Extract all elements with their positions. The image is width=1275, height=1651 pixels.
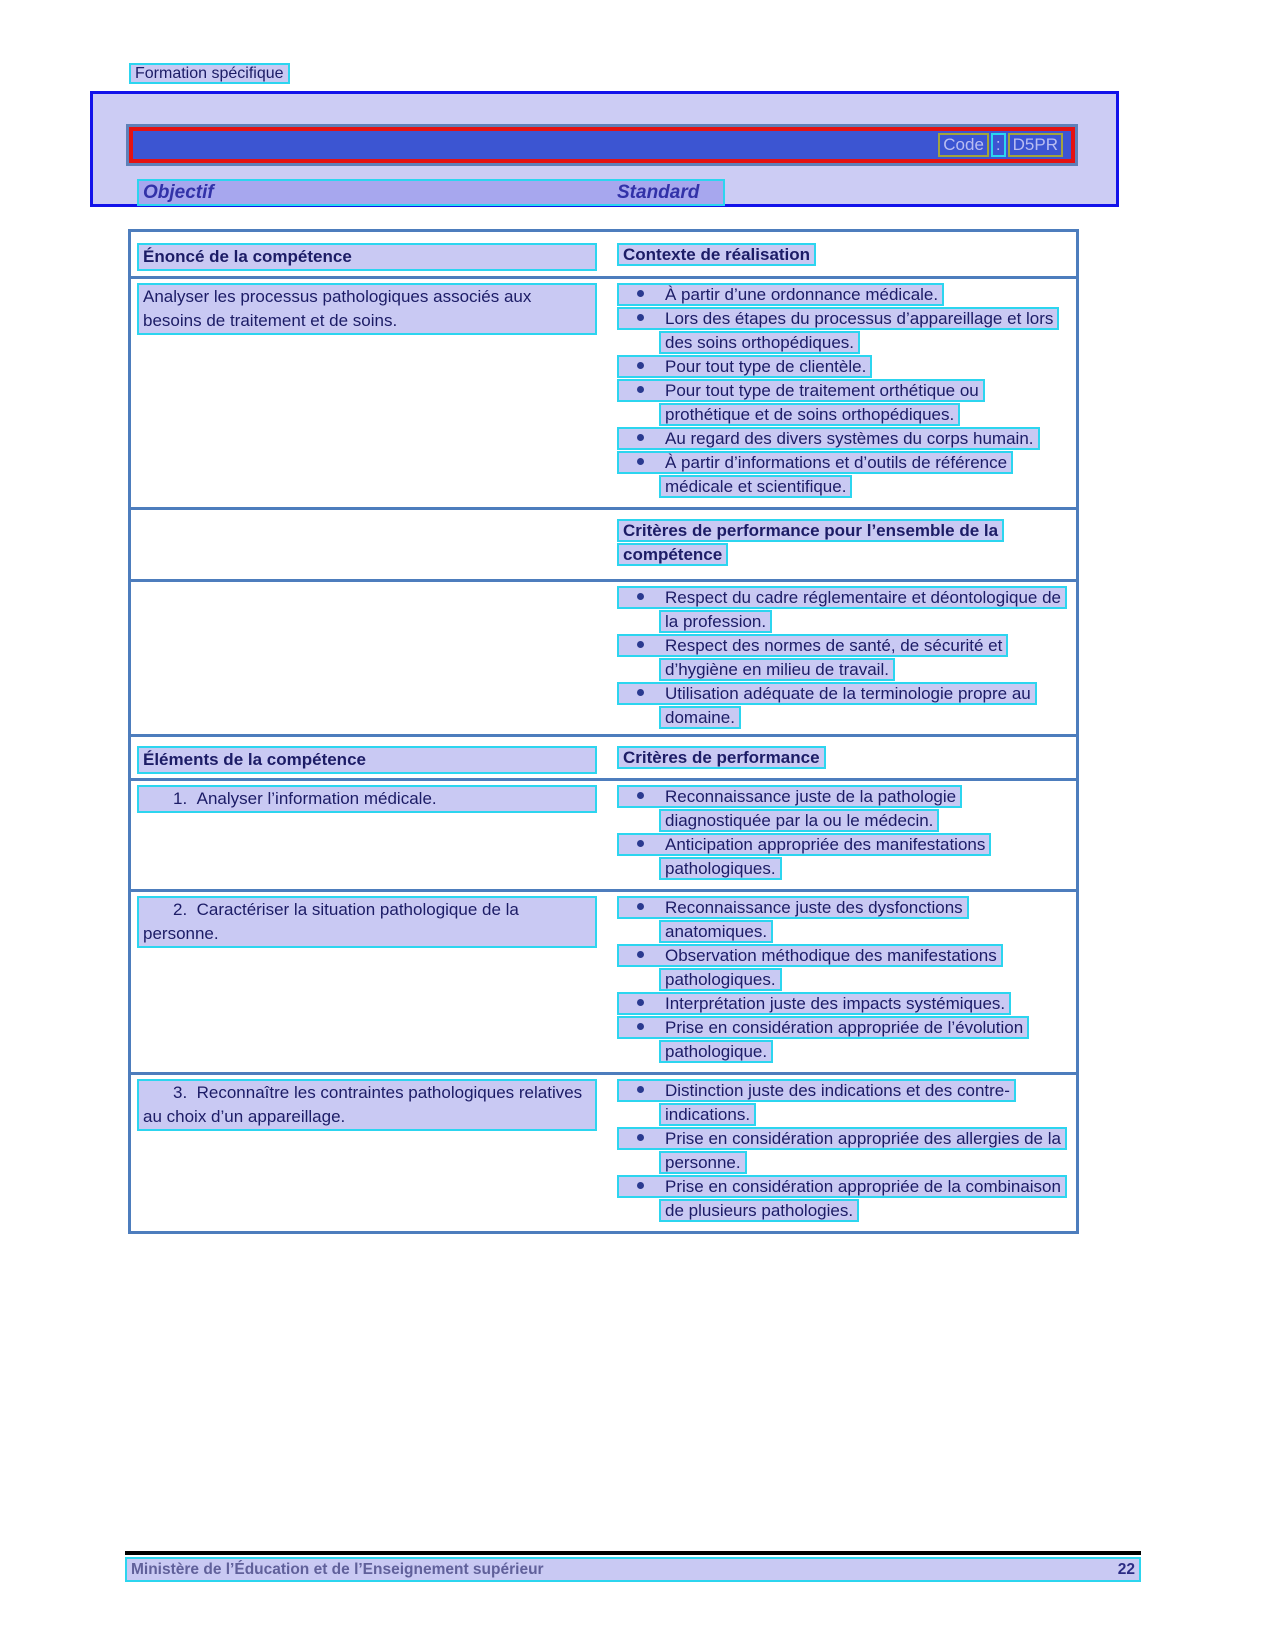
list-item: Pour tout type de clientèle. — [617, 355, 1070, 379]
section-label-text: Formation spécifique — [129, 63, 290, 84]
element-cell — [131, 1075, 603, 1231]
code-bar — [129, 127, 1075, 163]
element-text: 2. Caractériser la situation pathologique de la personne. — [143, 900, 519, 943]
standard-heading: Standard — [617, 182, 700, 203]
contexte-list — [617, 283, 1070, 499]
list-item: Respect des normes de santé, de sécurité et d’hygiène en milieu de travail. — [617, 634, 1070, 682]
list-item: Reconnaissance juste des dysfonctions anatomiques. — [617, 896, 1070, 944]
table2-header-criteres: Critères de performance pour l’ensemble de la compétence — [603, 519, 1076, 579]
list-item: Pour tout type de traitement orthétique ou prothétique et de soins orthopédiques. — [617, 379, 1070, 427]
footer-divider — [125, 1551, 1141, 1555]
criteres-list — [617, 1079, 1070, 1223]
bullet-icon — [637, 1134, 644, 1141]
table-enonce-contexte — [128, 229, 1079, 510]
code-value: D5PR — [1008, 133, 1063, 157]
contexte-cell — [603, 279, 1076, 507]
section-label — [129, 63, 290, 85]
enonce-text: Analyser les processus pathologiques associés aux besoins de traitement et de soins. — [137, 283, 597, 335]
criteres-ensemble-cell — [603, 582, 1076, 738]
list-item: À partir d’informations et d’outils de référence médicale et scientifique. — [617, 451, 1070, 499]
element-text: 3. Reconnaître les contraintes pathologiques relatives au choix d’un appareillage. — [143, 1083, 583, 1126]
bullet-icon — [637, 290, 644, 297]
table1-header-row — [131, 232, 1076, 279]
criteres-list — [617, 785, 1070, 881]
table3-header-row — [131, 737, 1076, 781]
element-cell — [131, 892, 603, 1072]
list-item: Respect du cadre réglementaire et déontologique de la profession. — [617, 586, 1070, 634]
table1-header-enonce: Énoncé de la compétence — [131, 243, 603, 276]
criteres-ensemble-list — [617, 586, 1070, 730]
empty-cell — [131, 582, 603, 738]
table2-header-empty — [131, 519, 603, 579]
table1-header-contexte: Contexte de réalisation — [603, 243, 1076, 276]
footer — [125, 1557, 1141, 1582]
table-elements-criteres — [128, 734, 1079, 1234]
bullet-icon — [637, 951, 644, 958]
bullet-icon — [637, 314, 644, 321]
objectif-standard-band — [137, 179, 725, 206]
table2-body-row — [131, 582, 1076, 738]
table-row — [131, 889, 1076, 1072]
objectif-heading: Objectif — [143, 182, 214, 203]
bullet-icon — [637, 434, 644, 441]
bullet-icon — [637, 1023, 644, 1030]
criteres-cell — [603, 781, 1076, 889]
table-row — [131, 1072, 1076, 1231]
title-banner — [90, 91, 1119, 207]
element-text: 1. Analyser l’information médicale. — [173, 789, 437, 808]
table-criteres-ensemble — [128, 507, 1079, 741]
list-item: Distinction juste des indications et des contre-indications. — [617, 1079, 1070, 1127]
bullet-icon — [637, 999, 644, 1006]
list-item: Prise en considération appropriée des allergies de la personne. — [617, 1127, 1070, 1175]
table1-body-row — [131, 279, 1076, 507]
list-item: Lors des étapes du processus d’appareillage et lors des soins orthopédiques. — [617, 307, 1070, 355]
criteres-list — [617, 896, 1070, 1064]
table3-header-criteres: Critères de performance — [603, 746, 1076, 778]
footer-ministry: Ministère de l’Éducation et de l’Enseignement supérieur — [131, 1560, 544, 1578]
bullet-icon — [637, 641, 644, 648]
list-item: Reconnaissance juste de la pathologie diagnostiquée par la ou le médecin. — [617, 785, 1070, 833]
table2-header-row — [131, 510, 1076, 582]
bullet-icon — [637, 792, 644, 799]
bullet-icon — [637, 593, 644, 600]
bullet-icon — [637, 1182, 644, 1189]
list-item: Interprétation juste des impacts systémiques. — [617, 992, 1070, 1016]
page-number: 22 — [1117, 1560, 1135, 1578]
code-label: Code — [938, 133, 989, 157]
list-item: Observation méthodique des manifestations pathologiques. — [617, 944, 1070, 992]
list-item: Utilisation adéquate de la terminologie propre au domaine. — [617, 682, 1070, 730]
table-row — [131, 781, 1076, 889]
criteres-cell — [603, 1075, 1076, 1231]
bullet-icon — [637, 903, 644, 910]
element-cell — [131, 781, 603, 889]
list-item: Au regard des divers systèmes du corps humain. — [617, 427, 1070, 451]
enonce-cell — [131, 279, 603, 507]
list-item: Prise en considération appropriée de la combinaison de plusieurs pathologies. — [617, 1175, 1070, 1223]
bullet-icon — [637, 458, 644, 465]
list-item: Prise en considération appropriée de l’évolution pathologique. — [617, 1016, 1070, 1064]
table3-header-elements: Éléments de la compétence — [131, 746, 603, 778]
bullet-icon — [637, 1086, 644, 1093]
list-item: À partir d’une ordonnance médicale. — [617, 283, 1070, 307]
list-item: Anticipation appropriée des manifestations pathologiques. — [617, 833, 1070, 881]
bullet-icon — [637, 362, 644, 369]
code-separator: : — [991, 133, 1006, 157]
bullet-icon — [637, 386, 644, 393]
criteres-cell — [603, 892, 1076, 1072]
bullet-icon — [637, 840, 644, 847]
bullet-icon — [637, 689, 644, 696]
